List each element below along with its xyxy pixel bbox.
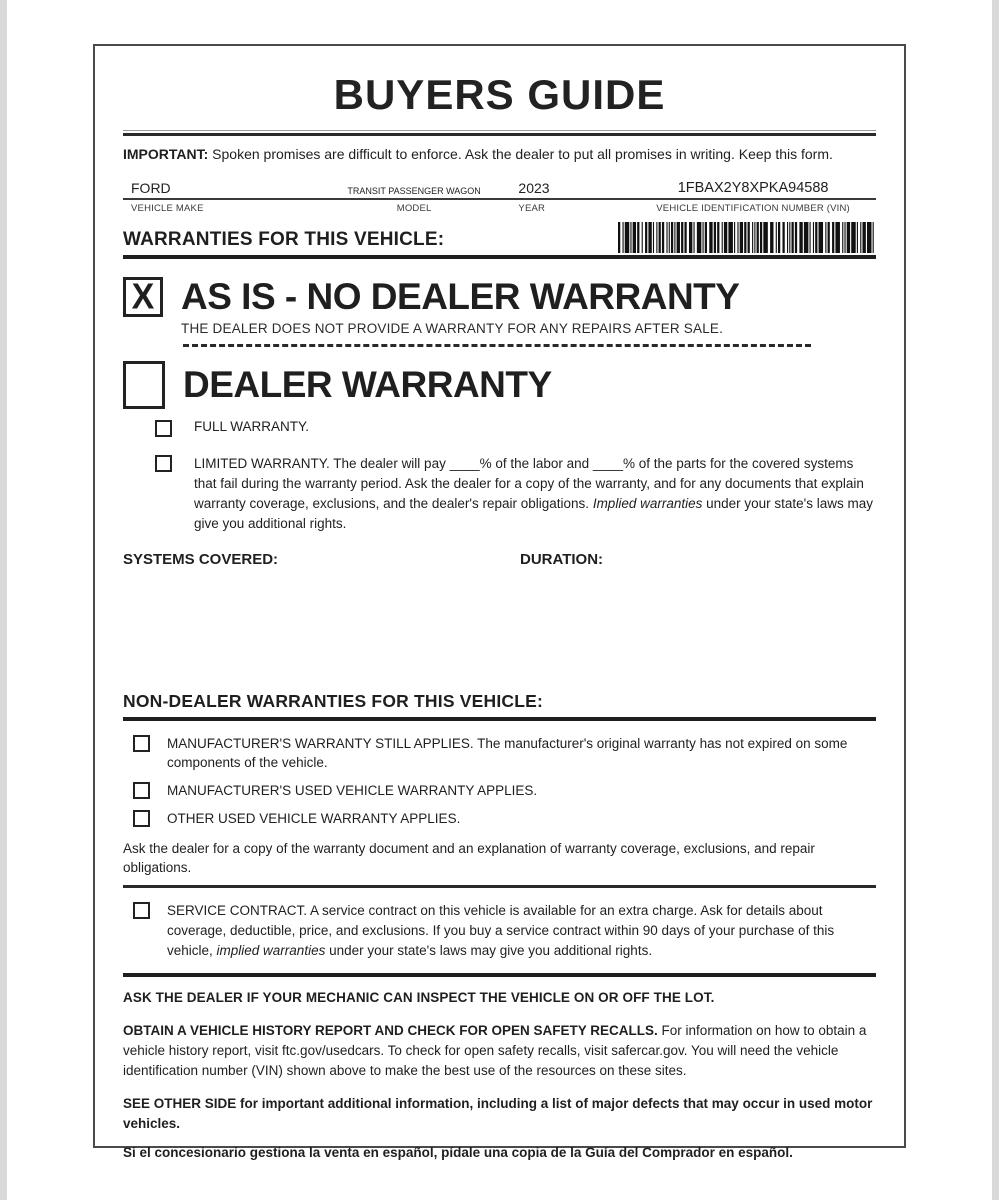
service-contract-tail: under your state's laws may give you additional rights. [325,943,653,958]
full-warranty-row [155,419,876,437]
vehicle-vin-value: 1FBAX2Y8XPKA94588 [677,180,829,196]
manufacturer-used-warranty-text: MANUFACTURER'S USED VEHICLE WARRANTY APPLIES. [167,783,538,798]
service-contract-text [167,901,876,961]
manufacturer-used-warranty-checkbox[interactable] [133,782,150,799]
non-dealer-heading: NON-DEALER WARRANTIES FOR THIS VEHICLE: [123,691,544,711]
vehicle-info-labels [123,203,876,214]
history-report-text: For information on how to obtain a vehicle history report, visit ftc.gov/usedcars. To check for open safety recalls, visit safercar.gov. You will need the vehicle identification number (VIN) shown above to make the best use of the resources on these sites. [123,1023,867,1078]
photo-edge-left [0,0,7,1200]
warranties-heading: WARRANTIES FOR THIS VEHICLE: [123,229,445,250]
inspect-notice: ASK THE DEALER IF YOUR MECHANIC CAN INSPECT THE VEHICLE ON OR OFF THE LOT. [123,990,715,1005]
service-contract-row [133,901,876,961]
manufacturer-warranty-row [133,734,876,772]
systems-covered-blank-area [123,568,876,691]
vin-barcode-svg [618,222,876,253]
non-dealer-note: Ask the dealer for a copy of the warranty document and an explanation of warranty coverage, exclusions, and repair obligations. [123,841,815,875]
footer-divider [123,973,876,977]
vehicle-year-value: 2023 [518,180,550,196]
limited-warranty-tail: under your state's laws may give you additional rights. [194,496,874,531]
vehicle-info-values [123,180,876,200]
important-text: Spoken promises are difficult to enforce. Ask the dealer to put all promises in writing. Keep this form. [208,146,833,162]
non-dealer-divider [123,717,876,721]
full-warranty-label: FULL WARRANTY. [194,419,310,434]
non-dealer-items [123,734,876,828]
limited-warranty-checkbox[interactable] [155,455,172,472]
as-is-title: AS IS - NO DEALER WARRANTY [181,276,740,317]
vin-barcode [618,222,876,253]
important-label: IMPORTANT: [123,146,209,162]
systems-covered-label: SYSTEMS COVERED: [123,551,279,568]
service-contract-lead: SERVICE CONTRACT. A service contract on this vehicle is available for an extra charge. Ask for details about coverage, deductible, price, and exclusions. If you buy a service contract within 90 days of your purchase of this vehicle, [167,903,835,958]
as-is-subtitle: THE DEALER DOES NOT PROVIDE A WARRANTY FOR ANY REPAIRS AFTER SALE. [181,321,724,336]
vehicle-make-value: FORD [131,180,171,196]
important-notice [123,145,876,164]
dealer-warranty-row [123,361,876,409]
manufacturer-warranty-checkbox[interactable] [133,735,150,752]
vehicle-year-label: YEAR [518,203,546,214]
limited-warranty-italic: Implied warranties [592,496,703,511]
dealer-warranty-checkbox[interactable] [123,361,165,409]
vehicle-model-label: MODEL [396,203,432,214]
limited-warranty-lead: LIMITED WARRANTY. The dealer will pay ____% of the labor and ____% of the parts for the covered systems that fail during the warranty period. Ask the dealer for a copy of the warranty, and for any documents that explain warranty coverage, exclusions, and the dealer's repair obligations. [194,456,864,511]
vehicle-make-label: VEHICLE MAKE [131,203,204,214]
as-is-checkbox[interactable] [123,277,163,317]
buyers-guide-form [93,44,906,1160]
service-contract-italic: implied warranties [216,943,326,958]
manufacturer-warranty-text: MANUFACTURER'S WARRANTY STILL APPLIES. The manufacturer's original warranty has not expired on some components of the vehicle. [167,736,848,770]
limited-warranty-text [194,454,876,534]
other-used-warranty-row [133,809,876,828]
form-title: BUYERS GUIDE [333,71,666,118]
systems-duration-row [123,551,876,568]
warranties-heading-row [123,222,876,255]
vehicle-vin-label: VEHICLE IDENTIFICATION NUMBER (VIN) [656,203,850,214]
see-other-side-notice: SEE OTHER SIDE for important additional information, including a list of major defects that may occur in used motor vehicles. [123,1096,873,1131]
as-is-checkmark: X [131,277,155,317]
dealer-warranty-title: DEALER WARRANTY [183,364,552,405]
photo-edge-right [992,0,999,1200]
non-dealer-bottom-divider [123,885,876,888]
other-used-warranty-text: OTHER USED VEHICLE WARRANTY APPLIES. [167,811,461,826]
as-is-dashed-divider [183,344,811,347]
history-report-paragraph [123,1021,876,1081]
title-divider [123,130,876,136]
spanish-notice: Si el concesionario gestiona la venta en español, pídale una copia de la Guía del Comprador en español. [123,1145,793,1160]
duration-label: DURATION: [520,551,604,568]
full-warranty-checkbox[interactable] [155,420,172,437]
warranties-divider [123,255,876,259]
history-report-lead: OBTAIN A VEHICLE HISTORY REPORT AND CHECK FOR OPEN SAFETY RECALLS. [123,1023,658,1038]
service-contract-checkbox[interactable] [133,902,150,919]
limited-warranty-row [155,454,876,534]
manufacturer-used-warranty-row [133,781,876,800]
as-is-row [123,277,876,317]
vehicle-model-value: TRANSIT PASSENGER WAGON [347,186,481,196]
other-used-warranty-checkbox[interactable] [133,810,150,827]
